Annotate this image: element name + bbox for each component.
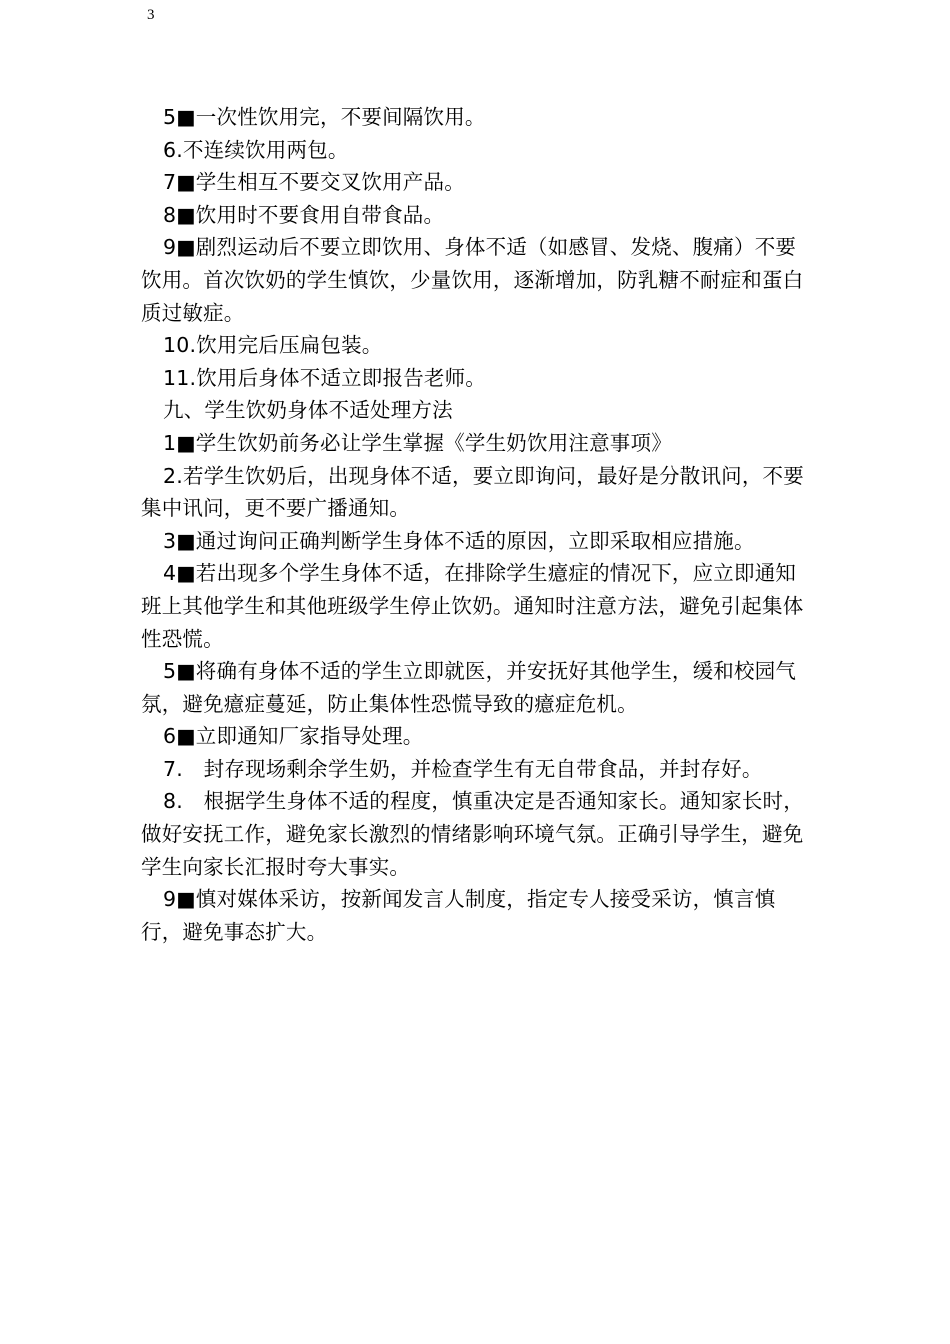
paragraph: 11.饮用后身体不适立即报告老师。: [163, 365, 487, 390]
paragraph: 5■将确有身体不适的学生立即就医，并安抚好其他学生，缓和校园气氛，避免癔症蔓延，防止集体性恐慌导致的癔症危机。: [141, 659, 797, 716]
paragraph: 6■立即通知厂家指导处理。: [163, 724, 424, 749]
paragraph: 4■若出现多个学生身体不适，在排除学生癔症的情况下，应立即通知班上其他学生和其他班级学生停止饮奶。通知时注意方法，避免引起集体性恐慌。: [141, 561, 804, 651]
paragraph: 8■饮用时不要食用自带食品。: [163, 202, 445, 227]
paragraph: 8. 根据学生身体不适的程度，慎重决定是否通知家长。通知家长时，做好安抚工作，避免家长激烈的情绪影响环境气氛。正确引导学生，避免学生向家长汇报时夸大事实。: [141, 789, 804, 879]
page-number: 3: [147, 7, 155, 23]
paragraph: 10.饮用完后压扁包装。: [163, 333, 383, 358]
paragraph: 9■慎对媒体采访，按新闻发言人制度，指定专人接受采访，慎言慎行，避免事态扩大。: [141, 887, 776, 944]
paragraph: 5■一次性饮用完，不要间隔饮用。: [163, 105, 486, 129]
paragraph: 7■学生相互不要交叉饮用产品。: [163, 170, 465, 195]
paragraph: 9■剧烈运动后不要立即饮用、身体不适（如感冒、发烧、腹痛）不要饮用。首次饮奶的学生慎饮，少量饮用，逐渐增加，防乳糖不耐症和蛋白质过敏症。: [141, 235, 804, 325]
paragraph: 7. 封存现场剩余学生奶，并检查学生有无自带食品，并封存好。: [163, 756, 763, 781]
paragraph: 1■学生饮奶前务必让学生掌握《学生奶饮用注意事项》: [163, 430, 672, 455]
section-heading: 九、学生饮奶身体不适处理方法: [163, 398, 453, 423]
paragraph: 6.不连续饮用两包。: [163, 137, 349, 162]
paragraph: 3■通过询问正确判断学生身体不适的原因，立即采取相应措施。: [163, 528, 755, 553]
document-body: [141, 101, 813, 948]
paragraph: 2.若学生饮奶后，出现身体不适，要立即询问，最好是分散讯问，不要集中讯问，更不要广播通知。: [141, 463, 804, 521]
